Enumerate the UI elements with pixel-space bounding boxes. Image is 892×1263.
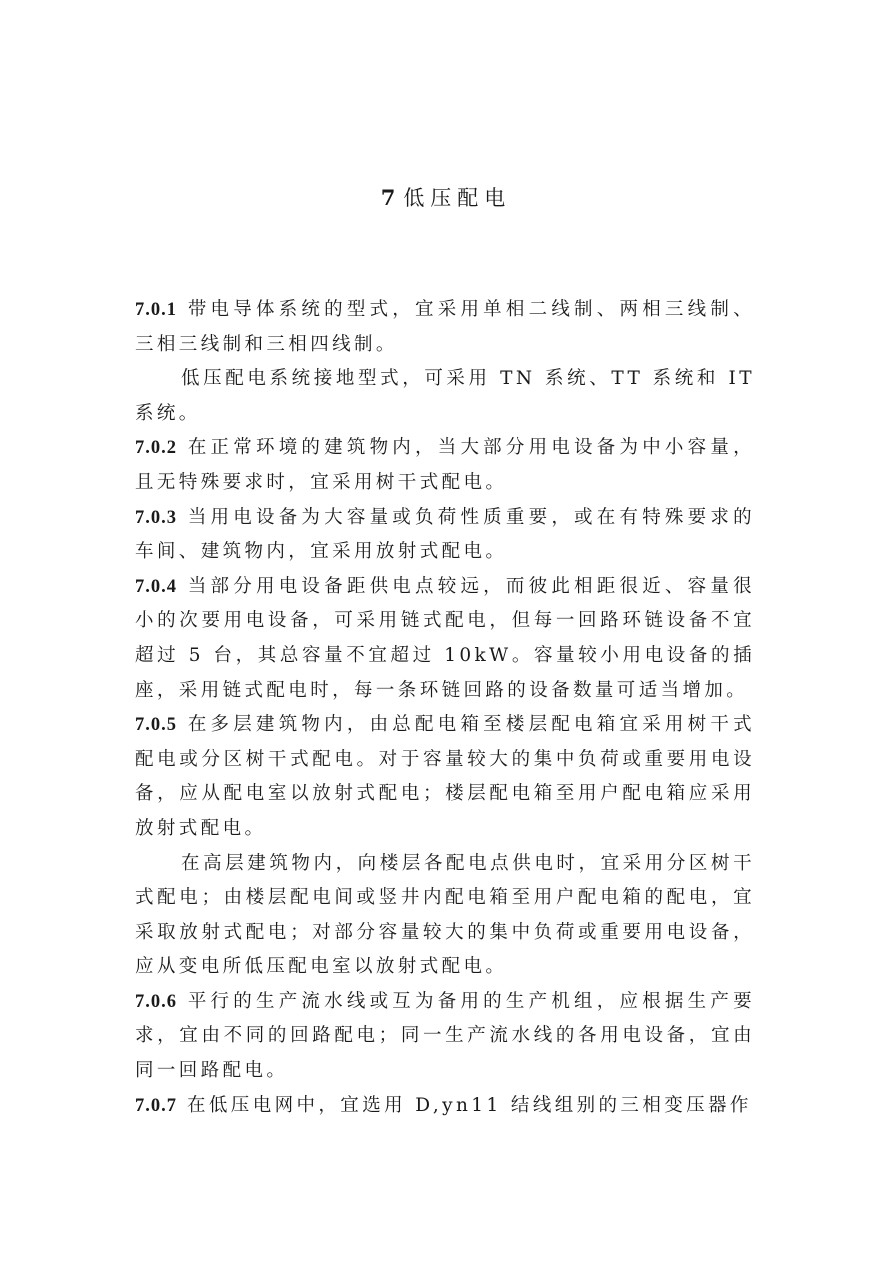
clause-text: 在正常环境的建筑物内，当大部分用电设备为中小容量，且无特殊要求时，宜采用树干式配电。	[135, 437, 755, 493]
clause-7-0-7	[135, 1089, 755, 1124]
chapter-title-text: 低压配电	[403, 186, 512, 210]
clause-number: 7.0.7	[135, 1095, 177, 1116]
clause-text: 带电导体系统的型式，宜采用单相二线制、两相三线制、三相三线制和三相四线制。	[135, 299, 755, 355]
clause-text: 当部分用电设备距供电点较远，而彼此相距很近、容量很小的次要用电设备，可采用链式配电，但每一回路环链设备不宜超过 5 台，其总容量不宜超过 10kW。容量较小用电设备的插座，采用链式配电时，每一条环链回路的设备数量可适当增加。	[135, 575, 755, 701]
clause-7-0-1-continuation	[135, 362, 755, 431]
clause-number: 7.0.2	[135, 438, 177, 459]
clause-text: 低压配电系统接地型式，可采用 TN 系统、TT 系统和 IT 系统。	[135, 368, 755, 424]
body-text	[135, 293, 755, 1123]
clause-7-0-6	[135, 985, 755, 1089]
chapter-number: 7	[380, 185, 396, 210]
clause-7-0-3	[135, 501, 755, 570]
clause-number: 7.0.3	[135, 507, 177, 528]
clause-text: 在高层建筑物内，向楼层各配电点供电时，宜采用分区树干式配电；由楼层配电间或竖井内配电箱至用户配电箱的配电，宜采取放射式配电；对部分容量较大的集中负荷或重要用电设备，应从变电所低压配电室以放射式配电。	[135, 852, 755, 978]
clause-number: 7.0.4	[135, 576, 177, 597]
clause-text: 在多层建筑物内，由总配电箱至楼层配电箱宜采用树干式配电或分区树干式配电。对于容量较大的集中负荷或重要用电设备，应从配电室以放射式配电；楼层配电箱至用户配电箱应采用放射式配电。	[135, 714, 755, 839]
chapter-title	[0, 183, 892, 213]
clause-7-0-5-continuation	[135, 847, 755, 985]
clause-7-0-1	[135, 293, 755, 362]
clause-text: 在低压电网中，宜选用 D,yn11 结线组别的三相变压器作	[187, 1094, 752, 1116]
clause-text: 平行的生产流水线或互为备用的生产机组，应根据生产要求，宜由不同的回路配电；同一生产流水线的各用电设备，宜由同一回路配电。	[135, 990, 755, 1082]
clause-text: 当用电设备为大容量或负荷性质重要，或在有特殊要求的车间、建筑物内，宜采用放射式配电。	[135, 506, 755, 563]
clause-number: 7.0.5	[135, 715, 177, 736]
clause-number: 7.0.1	[135, 300, 177, 320]
clause-number: 7.0.6	[135, 991, 177, 1012]
clause-7-0-2	[135, 431, 755, 500]
clause-7-0-4	[135, 570, 755, 708]
clause-7-0-5	[135, 708, 755, 846]
